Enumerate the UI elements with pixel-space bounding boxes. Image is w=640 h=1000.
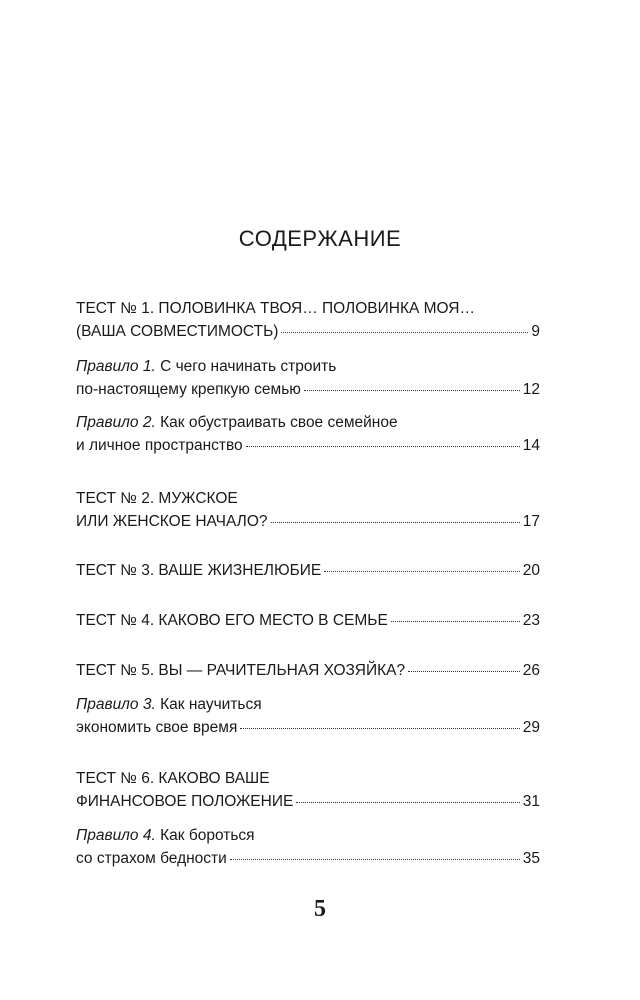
toc-entry-title-line: и личное пространство: [76, 437, 243, 454]
toc-entry-title-line: ТЕСТ № 4. КАКОВО ЕГО МЕСТО В СЕМЬЕ: [76, 612, 388, 629]
dot-leader: [240, 728, 519, 729]
toc-entry-rule-2[interactable]: [76, 411, 540, 457]
toc-entry-title-line: ТЕСТ № 3. ВАШЕ ЖИЗНЕЛЮБИЕ: [76, 562, 322, 579]
dot-leader: [230, 859, 520, 860]
rule-label: Правило 3.: [76, 696, 156, 713]
dot-leader: [408, 671, 520, 672]
page-number: 5: [314, 896, 326, 922]
toc-entry-test-4[interactable]: [76, 609, 540, 632]
page-ref: 31: [522, 793, 540, 810]
toc-entry-test-1[interactable]: [76, 297, 540, 343]
toc-entry-title-line: Правило 2. Как обустраивать свое семейное: [76, 414, 398, 431]
toc-entry-test-6[interactable]: [76, 767, 540, 813]
dot-leader: [391, 621, 520, 622]
toc-entry-rule-4[interactable]: [76, 824, 540, 870]
toc-entry-rule-1[interactable]: [76, 355, 540, 401]
page-ref: 12: [522, 381, 540, 398]
toc-entry-title-line: ИЛИ ЖЕНСКОЕ НАЧАЛО?: [76, 513, 268, 530]
toc-entry-title-line: (ВАША СОВМЕСТИМОСТЬ): [76, 323, 279, 340]
page-ref: 17: [522, 513, 540, 530]
dot-leader: [304, 390, 520, 391]
toc-entry-title-line: ТЕСТ № 2. МУЖСКОЕ: [76, 490, 238, 507]
toc-entry-title-line: ТЕСТ № 6. КАКОВО ВАШЕ: [76, 770, 270, 787]
toc-entry-title-line: ТЕСТ № 1. ПОЛОВИНКА ТВОЯ… ПОЛОВИНКА МОЯ…: [76, 300, 475, 317]
toc-entry-title-line: по-настоящему крепкую семью: [76, 381, 301, 398]
toc-entry-title-line: Правило 4. Как бороться: [76, 827, 255, 844]
page-ref: 9: [531, 323, 540, 340]
toc-entry-title-line: ТЕСТ № 5. ВЫ — РАЧИТЕЛЬНАЯ ХОЗЯЙКА?: [76, 662, 406, 679]
page-title: СОДЕРЖАНИЕ: [238, 226, 402, 251]
rule-label: Правило 2.: [76, 414, 156, 431]
dot-leader: [281, 332, 528, 333]
page-ref: 14: [522, 437, 540, 454]
toc-entry-test-2[interactable]: [76, 487, 540, 533]
toc-entry-title-line: экономить свое время: [76, 719, 238, 736]
toc-entry-title-line: со страхом бедности: [76, 850, 227, 867]
page-ref: 20: [522, 562, 540, 579]
dot-leader: [324, 571, 519, 572]
page-ref: 26: [522, 662, 540, 679]
toc-entry-rule-3[interactable]: [76, 693, 540, 739]
toc-entry-title-line: ФИНАНСОВОЕ ПОЛОЖЕНИЕ: [76, 793, 294, 810]
dot-leader: [271, 522, 520, 523]
page-ref: 29: [522, 719, 540, 736]
rule-label: Правило 1.: [76, 358, 156, 375]
toc-entry-test-5[interactable]: [76, 659, 540, 682]
page-ref: 23: [522, 612, 540, 629]
dot-leader: [296, 802, 519, 803]
toc-entry-title-line: Правило 3. Как научиться: [76, 696, 262, 713]
page-ref: 35: [522, 850, 540, 867]
toc-entry-title-line: Правило 1. С чего начинать строить: [76, 358, 337, 375]
toc-entry-test-3[interactable]: [76, 559, 540, 582]
dot-leader: [246, 446, 520, 447]
rule-label: Правило 4.: [76, 827, 156, 844]
